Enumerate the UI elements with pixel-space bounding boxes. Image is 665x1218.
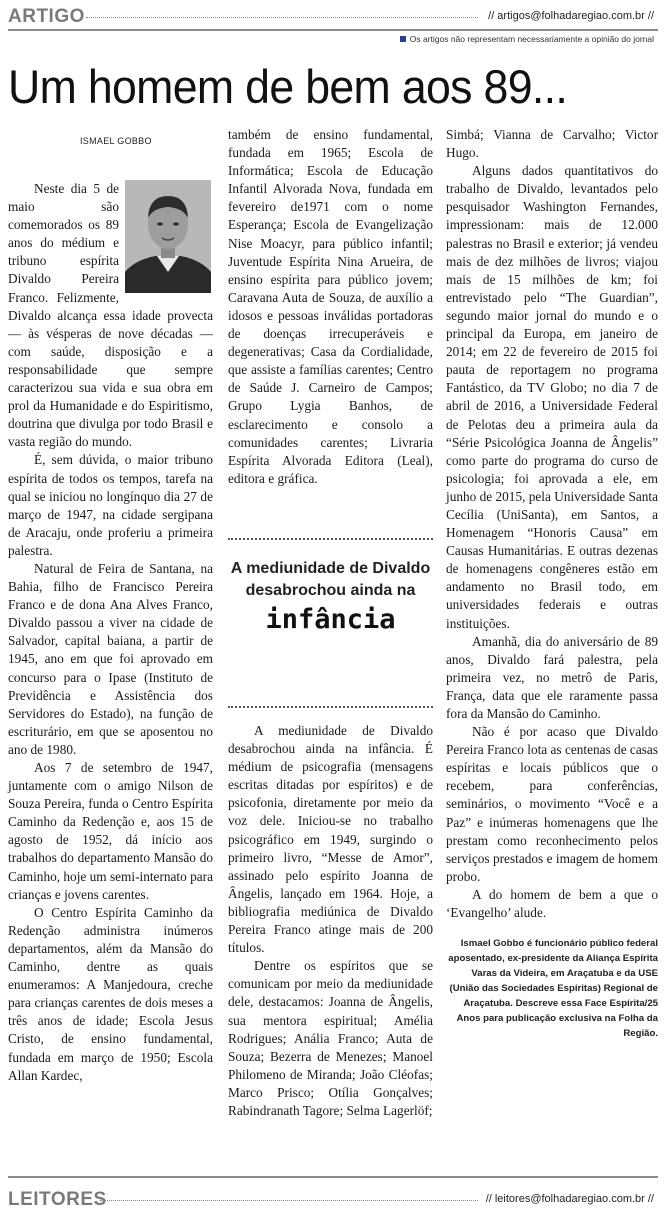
article-column-2-lower [228, 722, 433, 1120]
disclaimer [400, 34, 654, 45]
paragraph: Amanhã, dia do aniversário de 89 anos, Divaldo fará palestra, pela primeira vez, no metrô de Paris, França, data que ele raramente passa fora da Mansão do Caminho. [446, 633, 658, 721]
portrait-icon [125, 180, 211, 293]
header-divider [8, 29, 658, 31]
header-dotted-rule [86, 17, 478, 18]
section-label: ARTIGO [8, 6, 85, 27]
author-note: Ismael Gobbo é funcionário público federal aposentado, ex-presidente da Aliança Espírita Varas da Videira, em Araçatuba e da USE (União das Sociedades Espíritas) Regional de Araçatuba. Descreve essa Face Espírita/25 Anos para publicação exclusiva na Folha da Região. [448, 938, 658, 1040]
pull-quote-line: A mediunidade de Divaldo desabrochou ainda na [230, 560, 431, 599]
author-photo [125, 180, 211, 293]
pull-quote [228, 538, 433, 708]
paragraph: A mediunidade de Divaldo desabrochou ainda na infância. É médium de psicografia (mensagens escritas ditadas por espíritos) e de psicofonia, diretamente por meio da voz dele. Iniciou-se no trabalho psicográfico em 1949, surgindo o primeiro livro, “Messe de Amor”, assinado pelo espírito Joanna de Ângelis, lançado em 1964. Hoje, a bibliografia mediúnica de Divaldo Pereira Franco atinge mais de 200 títulos. [228, 723, 433, 956]
paragraph: O Centro Espírita Caminho da Redenção administra inúmeros departamentos, além da Mansão do Caminho, dentre as quais enumeramos: A Manjedoura, creche para crianças carentes de dois meses a três anos de idade; Escola Jesus Cristo, de ensino fundamental, fundada em março de 1950; Escola Allan Kardec, [8, 904, 213, 1083]
paragraph: Neste dia 5 de maio são comemorados os 89 anos do médium e tribuno espírita Divaldo Pereira Franco. Felizmente, Divaldo alcança essa idade provecta — às vésperas de nove décadas — com saúde, disposição e a responsabilidade que sempre caracterizou sua vida e sua obra em prol da Humanidade e do Espiritismo, doutrina que divulga por todo Brasil e vasta região do mundo. [8, 181, 213, 450]
article-column-2 [228, 126, 433, 488]
pull-quote-top-rule [228, 538, 433, 540]
paragraph: Não é por acaso que Divaldo Pereira Franco lota as centenas de casas espíritas e locais públicos que o recebem, para conferências, seminários, o movimento “Você e a Paz” e inúmeras homenagens que lhe prestam como reconhecimento pelos serviços prestados e imagem de homem probo. [446, 724, 658, 884]
footer-email: // leitores@folhadaregiao.com.br // [485, 1193, 654, 1205]
pull-quote-emphasis: infância [265, 604, 396, 635]
paragraph: Alguns dados quantitativos do trabalho de Divaldo, levantados pelo pesquisador Washington Fernandes, impressionam: mais de 12.000 palestras no Brasil e exterior; já vendeu mais de dez milhões de livros; viajou mais de 15 milhões de km; foi entrevistado pelo “The Guardian”, segundo maior jornal do mundo e o principal da Europa, em janeiro de 2014; em 22 de fevereiro de 2015 foi pauta de reportagem no programa Fantástico, da TV Globo; no dia 7 de abril de 2016, a Universidade Federal de Pelotas deu a primeira aula da “Série Psicológica Joanna de Ângelis” como parte do programa do curso de psicologia; foi aprovada a ele, em junho de 2015, pela Universidade Santa Cecília (UniSanta), em Santos, a Homenagem “Honoris Causa” em Causas Humanitárias. E outras dezenas de homenagens congêneres estão em andamento no Brasil todo, em universidades federais e outras instituições. [446, 163, 658, 631]
pull-quote-text [228, 558, 433, 638]
article-column-3 [446, 126, 658, 1041]
pull-quote-bottom-rule [228, 706, 433, 708]
footer-divider [8, 1176, 658, 1178]
paragraph: É, sem dúvida, o maior tribuno espírita de todos os tempos, tarefa na qual se iniciou no longínquo dia 27 de março de 1947, na cidade sergipana de Aracaju, onde proferiu a primeira palestra. [8, 452, 213, 558]
byline: ISMAEL GOBBO [80, 136, 152, 146]
paragraph: Aos 7 de setembro de 1947, juntamente com o amigo Nilson de Souza Pereira, funda o Centro Espírita Caminho da Redenção e, aos 15 de agosto de 1952, dá início aos trabalhos do departamento Mansão do Caminho, hoje um semi-internato para crianças e jovens carentes. [8, 760, 213, 902]
header-email: // artigos@folhadaregiao.com.br // [488, 10, 654, 22]
article-column-1 [8, 180, 213, 1085]
paragraph: Dentre os espíritos que se comunicam por meio da mediunidade dele, destacamos: Joanna de Ângelis, sua mentora espiritual; Amélia Rodrigues; Anália Franco; Auta de Souza; Bezerra de Menezes; Manoel Philomeno de Miranda; João Cléofas; Marco Prisco; Otília Gonçalves; Rabindranath Tagore; Selma Lagerlöf; [228, 958, 433, 1118]
next-section-label: LEITORES [8, 1189, 107, 1210]
article-title: Um homem de bem aos 89... [8, 60, 568, 113]
section-header [8, 6, 658, 44]
paragraph: Natural de Feira de Santana, na Bahia, filho de Francisco Pereira Franco e de dona Ana Alves Franco, Divaldo passou a viver na cidade de Salvador, capital baiana, a partir de 1945, ano em que foi aprovado em concurso para o Ipase (Instituto de Previdência e Assistência dos Servidores do Estado), na função de escriturário, em que se aposentou no ano de 1980. [8, 560, 213, 757]
paragraph-continued: também de ensino fundamental, fundada em 1965; Escola de Informática; Escola de Educação Infantil Alvorada Nova, fundada em fevereiro de1971 com o nome Esperança; Escola de Evangelização Nise Moacyr, para público infantil; Juventude Espírita Nina Arueira, de ensino espírita para público jovem; Caravana Auta de Souza, de auxílio a idosos e pessoas inválidas portadoras de doenças irrecuperáveis e degenerativas; Casa da Cordialidade, que assiste a famílias carentes; Centro de Saúde J. Carneiro de Campos; Grupo Lygia Banhos, de esclarecimento e consolo a comunidades carentes; Livraria Espírita Alvorada Editora (Leal), editora e gráfica. [228, 127, 433, 486]
next-section-header [8, 1176, 658, 1212]
disclaimer-text: Os artigos não representam necessariamente a opinião do jornal [409, 34, 654, 44]
paragraph: A do homem de bem a que o ‘Evangelho’ alude. [446, 886, 658, 921]
bullet-square-icon [400, 36, 406, 42]
footer-dotted-rule [100, 1200, 478, 1201]
paragraph-continued: Simbá; Vianna de Carvalho; Victor Hugo. [446, 127, 658, 161]
